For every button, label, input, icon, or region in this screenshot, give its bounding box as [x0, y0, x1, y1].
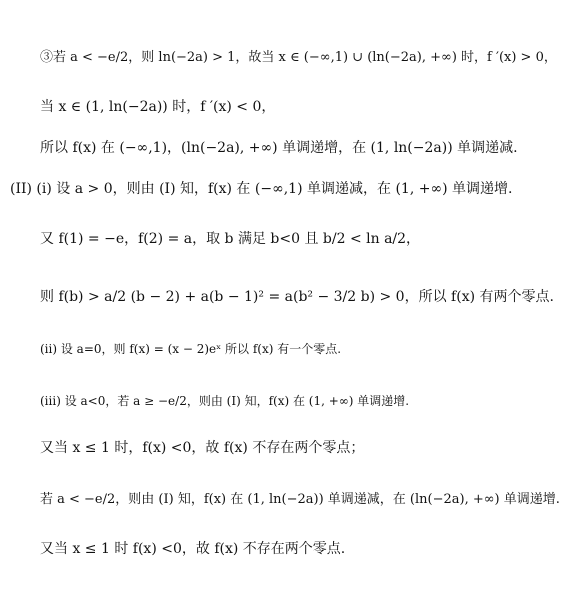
line-text: 则 f(b) > a/2 (b − 2) + a(b − 1)² = a(b² − 3/2 b) > 0，所以 f(x) 有两个零点.	[40, 289, 554, 305]
text-line	[40, 490, 560, 510]
line-text: ③若 a < −e/2，则 ln(−2a) > 1，故当 x ∈ (−∞,1) ∪ (ln(−2a), +∞) 时，f ′(x) > 0，	[40, 50, 557, 65]
line-text: 又 f(1) = −e，f(2) = a，取 b 满足 b<0 且 b/2 < ln a/2，	[40, 231, 421, 247]
text-line	[40, 287, 554, 307]
text-line	[40, 539, 345, 559]
text-line	[40, 229, 420, 249]
line-text: 又当 x ≤ 1 时，f(x) <0，故 f(x) 不存在两个零点；	[40, 440, 365, 456]
text-line	[40, 391, 409, 411]
line-text: 当 x ∈ (1, ln(−2a)) 时，f ′(x) < 0，	[40, 99, 276, 115]
text-line	[40, 339, 341, 359]
line-text: 又当 x ≤ 1 时 f(x) <0，故 f(x) 不存在两个零点.	[40, 541, 346, 557]
line-text: (ii) 设 a=0，则 f(x) = (x − 2)eˣ 所以 f(x) 有一个零点.	[40, 342, 342, 356]
text-line	[40, 48, 557, 68]
text-line	[10, 179, 512, 199]
line-text: (iii) 设 a<0，若 a ≥ −e/2，则由 (I) 知，f(x) 在 (1, +∞) 单调递增.	[40, 394, 410, 408]
line-text: 所以 f(x) 在 (−∞,1)，(ln(−2a), +∞) 单调递增，在 (1, ln(−2a)) 单调递减.	[40, 140, 518, 156]
line-text: 若 a < −e/2，则由 (I) 知，f(x) 在 (1, ln(−2a)) 单调递减，在 (ln(−2a), +∞) 单调递增.	[40, 492, 560, 507]
line-text: (II) (i) 设 a > 0，则由 (I) 知，f(x) 在 (−∞,1) 单调递减，在 (1, +∞) 单调递增.	[10, 181, 513, 197]
text-line	[40, 97, 275, 117]
text-line	[40, 438, 364, 458]
text-line	[40, 138, 518, 158]
